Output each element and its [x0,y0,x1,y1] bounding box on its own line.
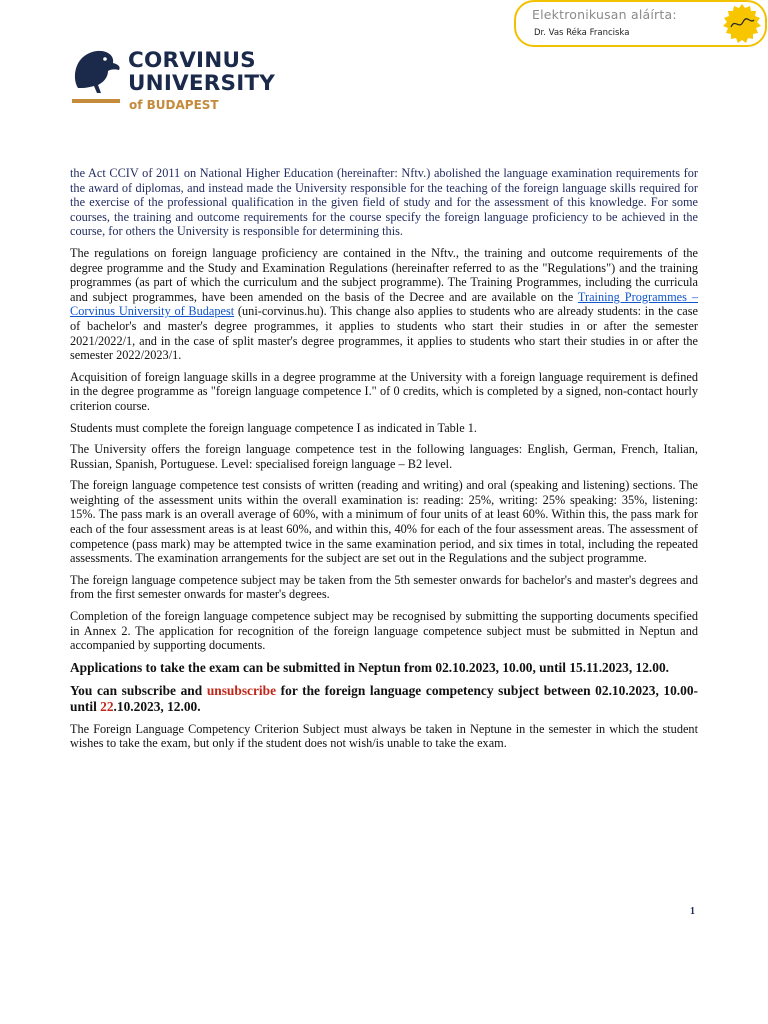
training-programmes-link[interactable]: Training Programmes – Corvinus University of Budapest [70,289,698,319]
unsubscribe-highlight: unsubscribe [206,682,277,698]
paragraph-application-deadline: Applications to take the exam can be submitted in Neptun from 02.10.2023, 10.00, until 15.11.2023, 12.00. [70,659,670,675]
paragraph-regulations [70,246,698,363]
corvinus-logo [70,44,280,114]
logo-text-corvinus: CORVINUS [128,48,256,73]
paragraph-criterion-subject: The Foreign Language Competency Criterion Subject must always be taken in Neptune in the semester in which the student wishes to take the exam, but only if the student does not wish/is unable to take the exam. [70,721,698,751]
paragraph-semester-eligibility: The foreign language competence subject may be taken from the 5th semester onwards for bachelor's and master's degrees and from the first semester onwards for master's degrees. [70,572,698,602]
subscribe-text-a: You can subscribe and [70,682,207,698]
regulations-text-start: The regulations on foreign language proficiency are contained in the Nftv., the training and outcome requirements of the degree programme and the Study and Examination Regulations (hereinafter referred to as the "Regulations") and the training programmes (as part of which the curriculum and the subject programme). The Training Programmes, including the curricula and subject programmes, have been amended on the basis of the Decree and are available on the [70,245,698,304]
signer-name: Dr. Vas Réka Franciska [534,28,630,38]
paragraph-subscription-deadline [70,683,698,715]
signature-seal-icon [721,3,763,45]
paragraph-recognition: Completion of the foreign language competence subject may be recognised by submitting the supporting documents specified in Annex 2. The application for recognition of the foreign language competence subject must be submitted in Neptun and accompanied by supporting documents. [70,609,698,653]
signature-label: Elektronikusan aláírta: [532,7,677,22]
logo-text-of-budapest: of BUDAPEST [129,98,219,112]
paragraph-test-structure: The foreign language competence test consists of written (reading and writing) and oral (speaking and listening) sections. The weighting of the assessment units within the overall examination is: reading: 25%, writing: 25% speaking: 35%, listening: 15%. The pass mark is an overall average of 60%, with a minimum of four units of at least 60%. Within this, the pass mark for each of the four assessment areas is at least 60%, and within this, 40% for each of the four assessment areas. The assessment of competence (pass mark) may be attempted twice in the same examination period, and six times in total, including the repeated assessments. The examination arrangements for the subject are set out in the Regulations and the subject programme. [70,478,698,566]
date-highlight: 22 [100,698,114,714]
regulations-text-end: (uni-corvinus.hu). This change also applies to students who are already students: in the case of bachelor's and master's degree programmes, it applies to students who start their studies in or after the semester 2021/2022/1, and in the case of split master's degree programmes, it applies to students who start their studies in or after the semester 2022/2023/1. [70,304,698,363]
document-body [70,166,698,758]
paragraph-languages: The University offers the foreign language competence test in the following languages: English, German, French, Italian, Russian, Spanish, Portuguese. Level: specialised foreign language – B2 level. [70,442,698,471]
paragraph-acquisition: Acquisition of foreign language skills in a degree programme at the University with a foreign language requirement is defined in the degree programme as "foreign language competence I." of 0 credits, which is completed by a signed, non-contact hourly criterion course. [70,369,698,413]
raven-emblem-icon [70,44,122,110]
paragraph-table-reference: Students must complete the foreign language competence I as indicated in Table 1. [70,420,477,435]
logo-text-university: UNIVERSITY [128,71,276,96]
electronic-signature-box [514,0,767,47]
subscribe-text-c: .10.2023, 12.00. [113,698,201,714]
paragraph-nftv-intro: the Act CCIV of 2011 on National Higher Education (hereinafter: Nftv.) abolished the language examination requirements for the award of diplomas, and instead made the University responsible for the teaching of the foreign language skills required for the exercise of the professional qualification in the given field of study and for the assessment of this knowledge. For some courses, the training and outcome requirements for the course specify the foreign language proficiency to be achieved in the course, for others the University is responsible for determining this. [70,166,698,239]
page-number: 1 [690,906,695,917]
subscribe-text-b: for the foreign language competency subject between 02.10.2023, 10.00- until [70,682,699,714]
